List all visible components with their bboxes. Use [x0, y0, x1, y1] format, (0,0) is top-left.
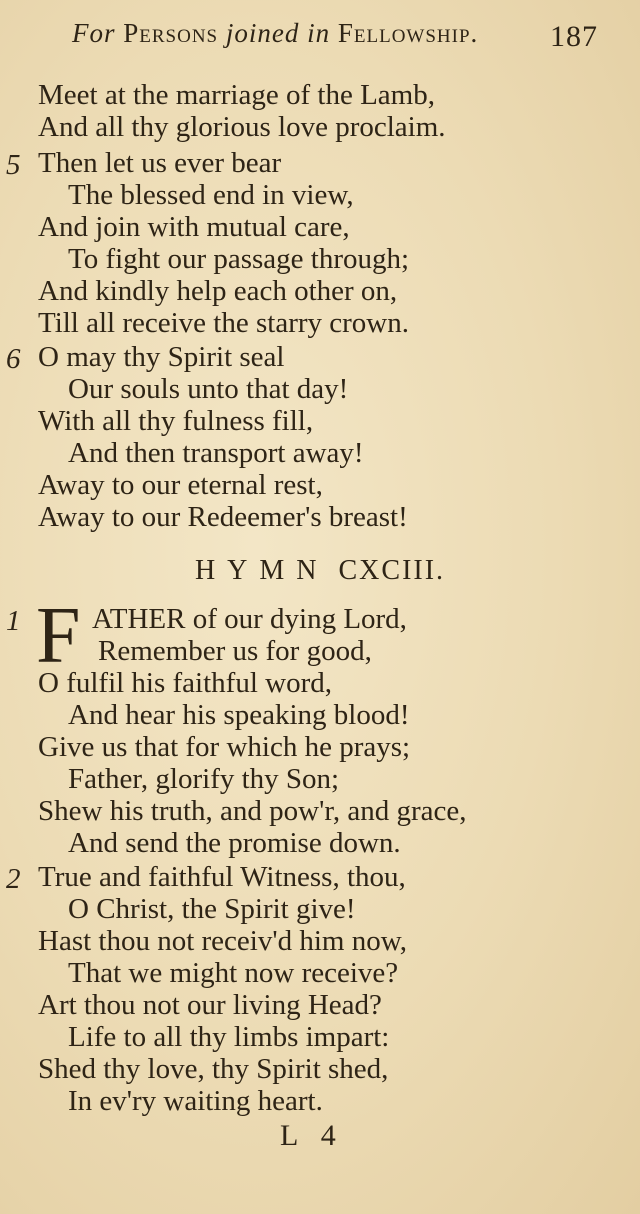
verse-line: Shed thy love, thy Spirit shed, [38, 1053, 389, 1085]
verse-line: Art thou not our living Head? [38, 989, 382, 1021]
verse-line: With all thy fulness fill, [38, 405, 314, 437]
verse-line: Father, glorify thy Son; [68, 763, 340, 795]
verse-line: And then transport away! [68, 437, 364, 469]
verse-line: That we might now receive? [68, 957, 399, 989]
running-head-for: For [72, 18, 116, 48]
verse-line: O may thy Spirit seal [38, 341, 285, 373]
verse-line: The blessed end in view, [68, 179, 354, 211]
verse-line: Life to all thy limbs impart: [68, 1021, 390, 1053]
stanza-number: 6 [6, 343, 21, 375]
drop-cap: F [36, 592, 81, 680]
verse-line: Our souls unto that day! [68, 373, 349, 405]
verse-line: In ev'ry waiting heart. [68, 1085, 323, 1117]
hymn-title [0, 554, 640, 588]
stanza-number: 5 [6, 149, 21, 181]
verse-line: Remember us for good, [98, 635, 372, 667]
verse-line: Away to our eternal rest, [38, 469, 323, 501]
verse-line: And kindly help each other on, [38, 275, 398, 307]
verse-line: Shew his truth, and pow'r, and grace, [38, 795, 467, 827]
verse-line: O Christ, the Spirit give! [68, 893, 356, 925]
running-head [72, 18, 610, 54]
running-head-fellowship: Fellowship. [337, 18, 479, 48]
verse-line: To fight our passage through; [68, 243, 410, 275]
verse-line: And hear his speaking blood! [68, 699, 410, 731]
verse-line: Give us that for which he prays; [38, 731, 411, 763]
hymn-title-numeral: CXCIII. [338, 555, 446, 586]
verse-line: And send the promise down. [68, 827, 401, 859]
page-number: 187 [550, 20, 598, 53]
stanza-number: 2 [6, 863, 21, 895]
verse-line: True and faithful Witness, thou, [38, 861, 406, 893]
verse-line: Till all receive the starry crown. [38, 307, 409, 339]
verse-line: Hast thou not receiv'd him now, [38, 925, 407, 957]
signature-mark: L 4 [280, 1119, 344, 1152]
verse-line: Meet at the marriage of the Lamb, [38, 79, 435, 111]
verse-line: Away to our Redeemer's breast! [38, 501, 408, 533]
verse-line: And all thy glorious love proclaim. [38, 111, 446, 143]
hymn-title-word: HYMN [194, 555, 329, 586]
stanza-number: 1 [6, 605, 21, 637]
verse-line: O fulfil his faithful word, [38, 667, 332, 699]
verse-line: Then let us ever bear [38, 147, 282, 179]
verse-line: ATHER of our dying Lord, [92, 603, 407, 635]
running-head-persons: Persons [123, 18, 219, 48]
verse-line: And join with mutual care, [38, 211, 350, 243]
running-head-joined: joined in [225, 18, 331, 48]
